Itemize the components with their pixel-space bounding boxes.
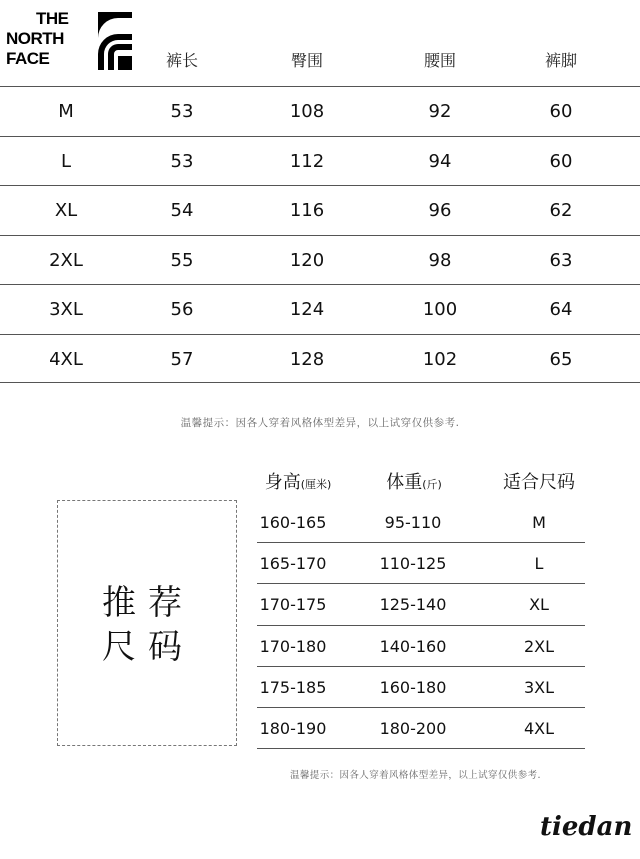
length-value: 57 bbox=[170, 348, 194, 370]
header-fit-size: 适合尺码 bbox=[503, 472, 575, 493]
length-value: 54 bbox=[170, 200, 194, 221]
logo-line-the: THE bbox=[36, 9, 69, 28]
logo-line-north: NORTH bbox=[6, 29, 64, 48]
table-row bbox=[257, 584, 585, 625]
recommend-table bbox=[257, 502, 585, 749]
hip-value: 108 bbox=[289, 101, 325, 122]
leg-opening-value: 62 bbox=[549, 200, 573, 221]
table-row bbox=[0, 235, 640, 285]
table-row bbox=[0, 136, 640, 186]
fit-size: 2XL bbox=[523, 636, 555, 656]
fit-size: XL bbox=[529, 595, 549, 615]
recommend-size-title bbox=[58, 581, 238, 669]
leg-opening-value: 65 bbox=[549, 348, 573, 370]
height-range: 165-170 bbox=[259, 554, 327, 574]
header-waist: 腰围 bbox=[423, 51, 456, 70]
header-height-label: 身高 bbox=[264, 472, 301, 493]
table-row bbox=[257, 502, 585, 543]
fit-disclaimer-note: 温馨提示：因各人穿着风格体型差异，以上试穿仅供参考. bbox=[180, 417, 460, 429]
length-value: 55 bbox=[170, 249, 194, 271]
table-row bbox=[257, 708, 585, 749]
hip-value: 112 bbox=[289, 150, 325, 172]
leg-opening-value: 63 bbox=[549, 249, 573, 271]
height-range: 175-185 bbox=[259, 677, 327, 697]
hip-value: 116 bbox=[289, 200, 325, 221]
weight-range: 140-160 bbox=[379, 636, 447, 656]
size-label: 2XL bbox=[49, 249, 83, 271]
fit-size: L bbox=[534, 554, 544, 574]
table-row bbox=[0, 334, 640, 384]
fit-size: 4XL bbox=[523, 718, 555, 738]
table-row bbox=[0, 284, 640, 334]
size-label: 4XL bbox=[49, 348, 83, 370]
header-weight bbox=[354, 468, 474, 494]
header-hip: 臀围 bbox=[290, 51, 323, 70]
brand-watermark: tiedan bbox=[540, 812, 633, 842]
height-range: 160-165 bbox=[259, 513, 327, 532]
the-north-face-logo bbox=[6, 10, 130, 72]
logo-line-face: FACE bbox=[6, 49, 50, 68]
table-row bbox=[257, 667, 585, 708]
header-leg-opening: 裤脚 bbox=[544, 51, 577, 70]
header-height bbox=[238, 468, 358, 494]
length-value: 53 bbox=[170, 150, 194, 172]
height-range: 180-190 bbox=[259, 718, 327, 738]
recommend-size-box bbox=[57, 500, 237, 746]
header-length: 裤长 bbox=[165, 51, 198, 70]
hip-value: 128 bbox=[289, 348, 325, 370]
height-range: 170-180 bbox=[259, 636, 327, 656]
leg-opening-value: 60 bbox=[549, 101, 573, 122]
size-label: XL bbox=[54, 200, 78, 221]
waist-value: 96 bbox=[428, 200, 452, 221]
fit-size: M bbox=[532, 513, 546, 532]
header-height-unit: (厘米) bbox=[300, 478, 332, 491]
leg-opening-value: 60 bbox=[549, 150, 573, 172]
table-row bbox=[257, 543, 585, 584]
weight-range: 110-125 bbox=[379, 554, 447, 574]
weight-range: 95-110 bbox=[384, 513, 442, 532]
hip-value: 124 bbox=[289, 299, 325, 320]
header-weight-unit: (斤) bbox=[422, 478, 442, 491]
waist-value: 102 bbox=[422, 348, 458, 370]
leg-opening-value: 64 bbox=[549, 299, 573, 320]
size-label: 3XL bbox=[49, 299, 83, 320]
length-value: 53 bbox=[170, 101, 194, 122]
waist-value: 92 bbox=[428, 101, 452, 122]
weight-range: 125-140 bbox=[379, 595, 447, 615]
size-label: M bbox=[58, 101, 74, 122]
waist-value: 100 bbox=[422, 299, 458, 320]
fit-size: 3XL bbox=[523, 677, 555, 697]
table-row bbox=[257, 626, 585, 667]
waist-value: 94 bbox=[428, 150, 452, 172]
size-label: L bbox=[60, 150, 72, 172]
hip-value: 120 bbox=[289, 249, 325, 271]
dome-logo-icon bbox=[96, 10, 134, 72]
height-range: 170-175 bbox=[259, 595, 327, 615]
weight-range: 160-180 bbox=[379, 677, 447, 697]
size-chart-table bbox=[0, 86, 640, 383]
recommend-title-line2: 尺码 bbox=[102, 627, 194, 667]
length-value: 56 bbox=[170, 299, 194, 320]
table-row bbox=[0, 185, 640, 235]
weight-range: 180-200 bbox=[379, 718, 447, 738]
fit-disclaimer-note-2: 温馨提示：因各人穿着风格体型差异，以上试穿仅供参考. bbox=[290, 770, 541, 781]
header-weight-label: 体重 bbox=[386, 472, 423, 493]
recommend-title-line1: 推荐 bbox=[102, 583, 194, 623]
waist-value: 98 bbox=[428, 249, 452, 271]
table-row bbox=[0, 86, 640, 136]
